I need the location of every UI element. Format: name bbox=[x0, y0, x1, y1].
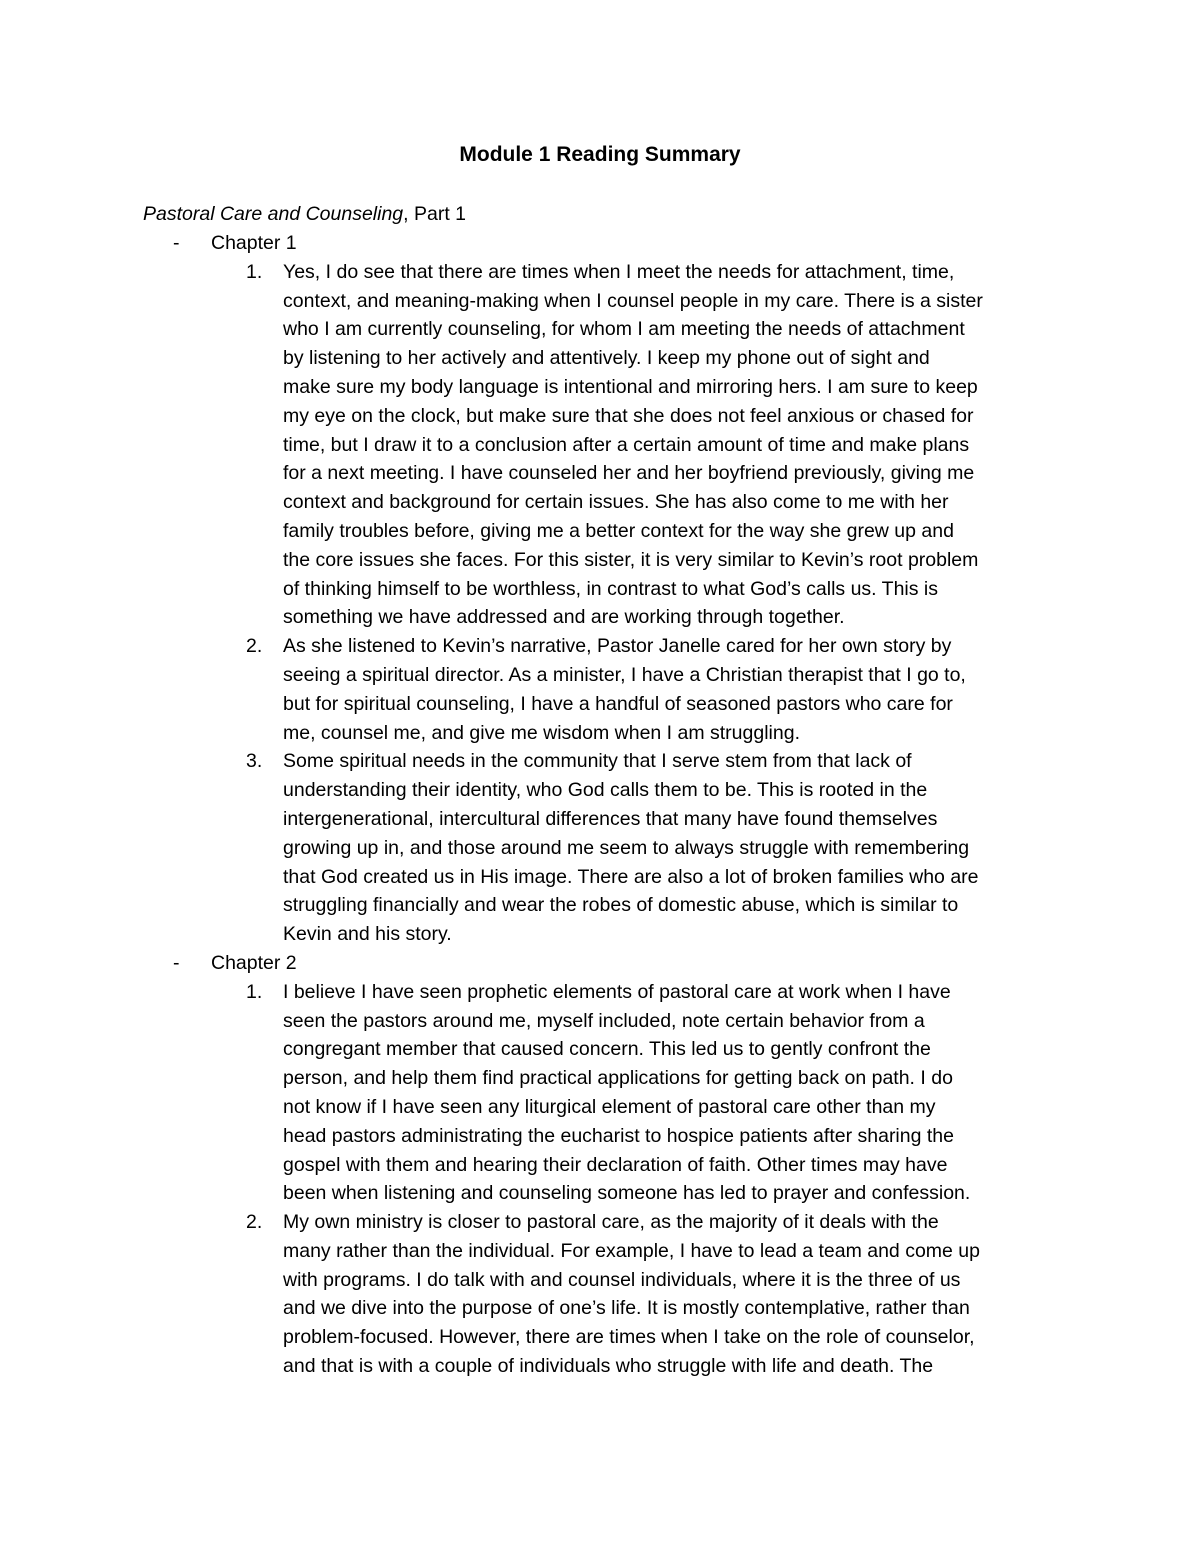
answer-text-line: the core issues she faces. For this sister, it is very similar to Kevin’s root problem bbox=[283, 548, 979, 571]
answer-text-line: understanding their identity, who God calls them to be. This is rooted in the bbox=[283, 779, 928, 802]
numbered-answer bbox=[143, 258, 1063, 632]
answer-number: 3. bbox=[246, 750, 263, 773]
answer-text-line: but for spiritual counseling, I have a handful of seasoned pastors who care for bbox=[283, 692, 953, 715]
answer-text-line: Yes, I do see that there are times when I meet the needs for attachment, time, bbox=[283, 260, 955, 283]
book-title: Pastoral Care and Counseling bbox=[143, 203, 404, 225]
answer-text-line: gospel with them and hearing their declaration of faith. Other times may have bbox=[283, 1153, 948, 1176]
book-part: , Part 1 bbox=[403, 203, 467, 225]
answer-number: 1. bbox=[246, 980, 263, 1003]
answer-text-line: I believe I have seen prophetic elements of pastoral care at work when I have bbox=[283, 980, 951, 1003]
answer-text-line: and we dive into the purpose of one’s life. It is mostly contemplative, rather than bbox=[283, 1297, 970, 1320]
answer-number: 2. bbox=[246, 635, 263, 658]
answer-number: 1. bbox=[246, 260, 263, 283]
document-title: Module 1 Reading Summary bbox=[459, 143, 741, 166]
answer-text-line: seen the pastors around me, myself included, note certain behavior from a bbox=[283, 1009, 925, 1032]
answer-text-line: seeing a spiritual director. As a minister, I have a Christian therapist that I go to, bbox=[283, 663, 966, 686]
answer-text-line: context and background for certain issues. She has also come to me with her bbox=[283, 491, 949, 514]
answer-text-line: by listening to her actively and attentively. I keep my phone out of sight and bbox=[283, 347, 930, 370]
chapter-label: Chapter 2 bbox=[211, 951, 297, 974]
numbered-answer bbox=[143, 632, 1063, 747]
answer-text-line: context, and meaning-making when I counsel people in my care. There is a sister bbox=[283, 289, 983, 312]
answer-text-line: with programs. I do talk with and counsel individuals, where it is the three of us bbox=[283, 1268, 961, 1291]
answer-text-line: time, but I draw it to a conclusion after a certain amount of time and make plans bbox=[283, 433, 970, 456]
answer-text-line: Some spiritual needs in the community that I serve stem from that lack of bbox=[283, 750, 912, 773]
book-reference bbox=[143, 200, 466, 229]
answer-text-line: person, and help them find practical applications for getting back on path. I do bbox=[283, 1067, 953, 1090]
answer-text-line: for a next meeting. I have counseled her and her boyfriend previously, giving me bbox=[283, 462, 975, 485]
answer-text-line: who I am currently counseling, for whom I am meeting the needs of attachment bbox=[283, 318, 965, 341]
answer-text-line: not know if I have seen any liturgical element of pastoral care other than my bbox=[283, 1095, 936, 1118]
answer-text-line: intergenerational, intercultural differences that many have found themselves bbox=[283, 807, 938, 830]
answer-text-line: congregant member that caused concern. This led us to gently confront the bbox=[283, 1038, 931, 1061]
answer-text-line: been when listening and counseling someone has led to prayer and confession. bbox=[283, 1182, 971, 1205]
answer-text-line: Kevin and his story. bbox=[283, 923, 452, 946]
answer-text-line: As she listened to Kevin’s narrative, Pastor Janelle cared for her own story by bbox=[283, 635, 952, 658]
answer-text-line: My own ministry is closer to pastoral care, as the majority of it deals with the bbox=[283, 1211, 939, 1234]
chapter-section bbox=[143, 229, 1083, 949]
numbered-answer bbox=[143, 1208, 1063, 1381]
answer-text-line: head pastors administrating the eucharist to hospice patients after sharing the bbox=[283, 1124, 954, 1147]
answer-text-line: struggling financially and wear the robes of domestic abuse, which is similar to bbox=[283, 894, 959, 917]
answer-text-line: that God created us in His image. There are also a lot of broken families who are bbox=[283, 865, 979, 888]
chapter-heading bbox=[143, 949, 1083, 978]
list-bullet: - bbox=[173, 951, 180, 974]
answer-text-line: make sure my body language is intentional and mirroring hers. I am sure to keep bbox=[283, 375, 978, 398]
answer-text-line: many rather than the individual. For example, I have to lead a team and come up bbox=[283, 1239, 980, 1262]
answer-text-line: growing up in, and those around me seem to always struggle with remembering bbox=[283, 836, 970, 859]
chapter-heading bbox=[143, 229, 1083, 258]
answer-text-line: of thinking himself to be worthless, in contrast to what God’s calls us. This is bbox=[283, 577, 938, 600]
answer-text-line: my eye on the clock, but make sure that she does not feel anxious or chased for bbox=[283, 404, 974, 427]
chapter-label: Chapter 1 bbox=[211, 232, 297, 254]
answer-text-line: problem-focused. However, there are times when I take on the role of counselor, bbox=[283, 1326, 975, 1349]
numbered-answer bbox=[143, 978, 1063, 1208]
answer-text-line: family troubles before, giving me a better context for the way she grew up and bbox=[283, 519, 954, 542]
summary-body bbox=[143, 229, 1083, 1381]
answer-text-line: something we have addressed and are working through together. bbox=[283, 606, 845, 629]
chapter-section bbox=[143, 949, 1083, 1381]
numbered-answer bbox=[143, 747, 1063, 949]
answer-number: 2. bbox=[246, 1211, 263, 1234]
list-bullet: - bbox=[173, 232, 180, 254]
answer-text-line: and that is with a couple of individuals who struggle with life and death. The bbox=[283, 1355, 934, 1378]
answer-text-line: me, counsel me, and give me wisdom when I am struggling. bbox=[283, 721, 800, 744]
